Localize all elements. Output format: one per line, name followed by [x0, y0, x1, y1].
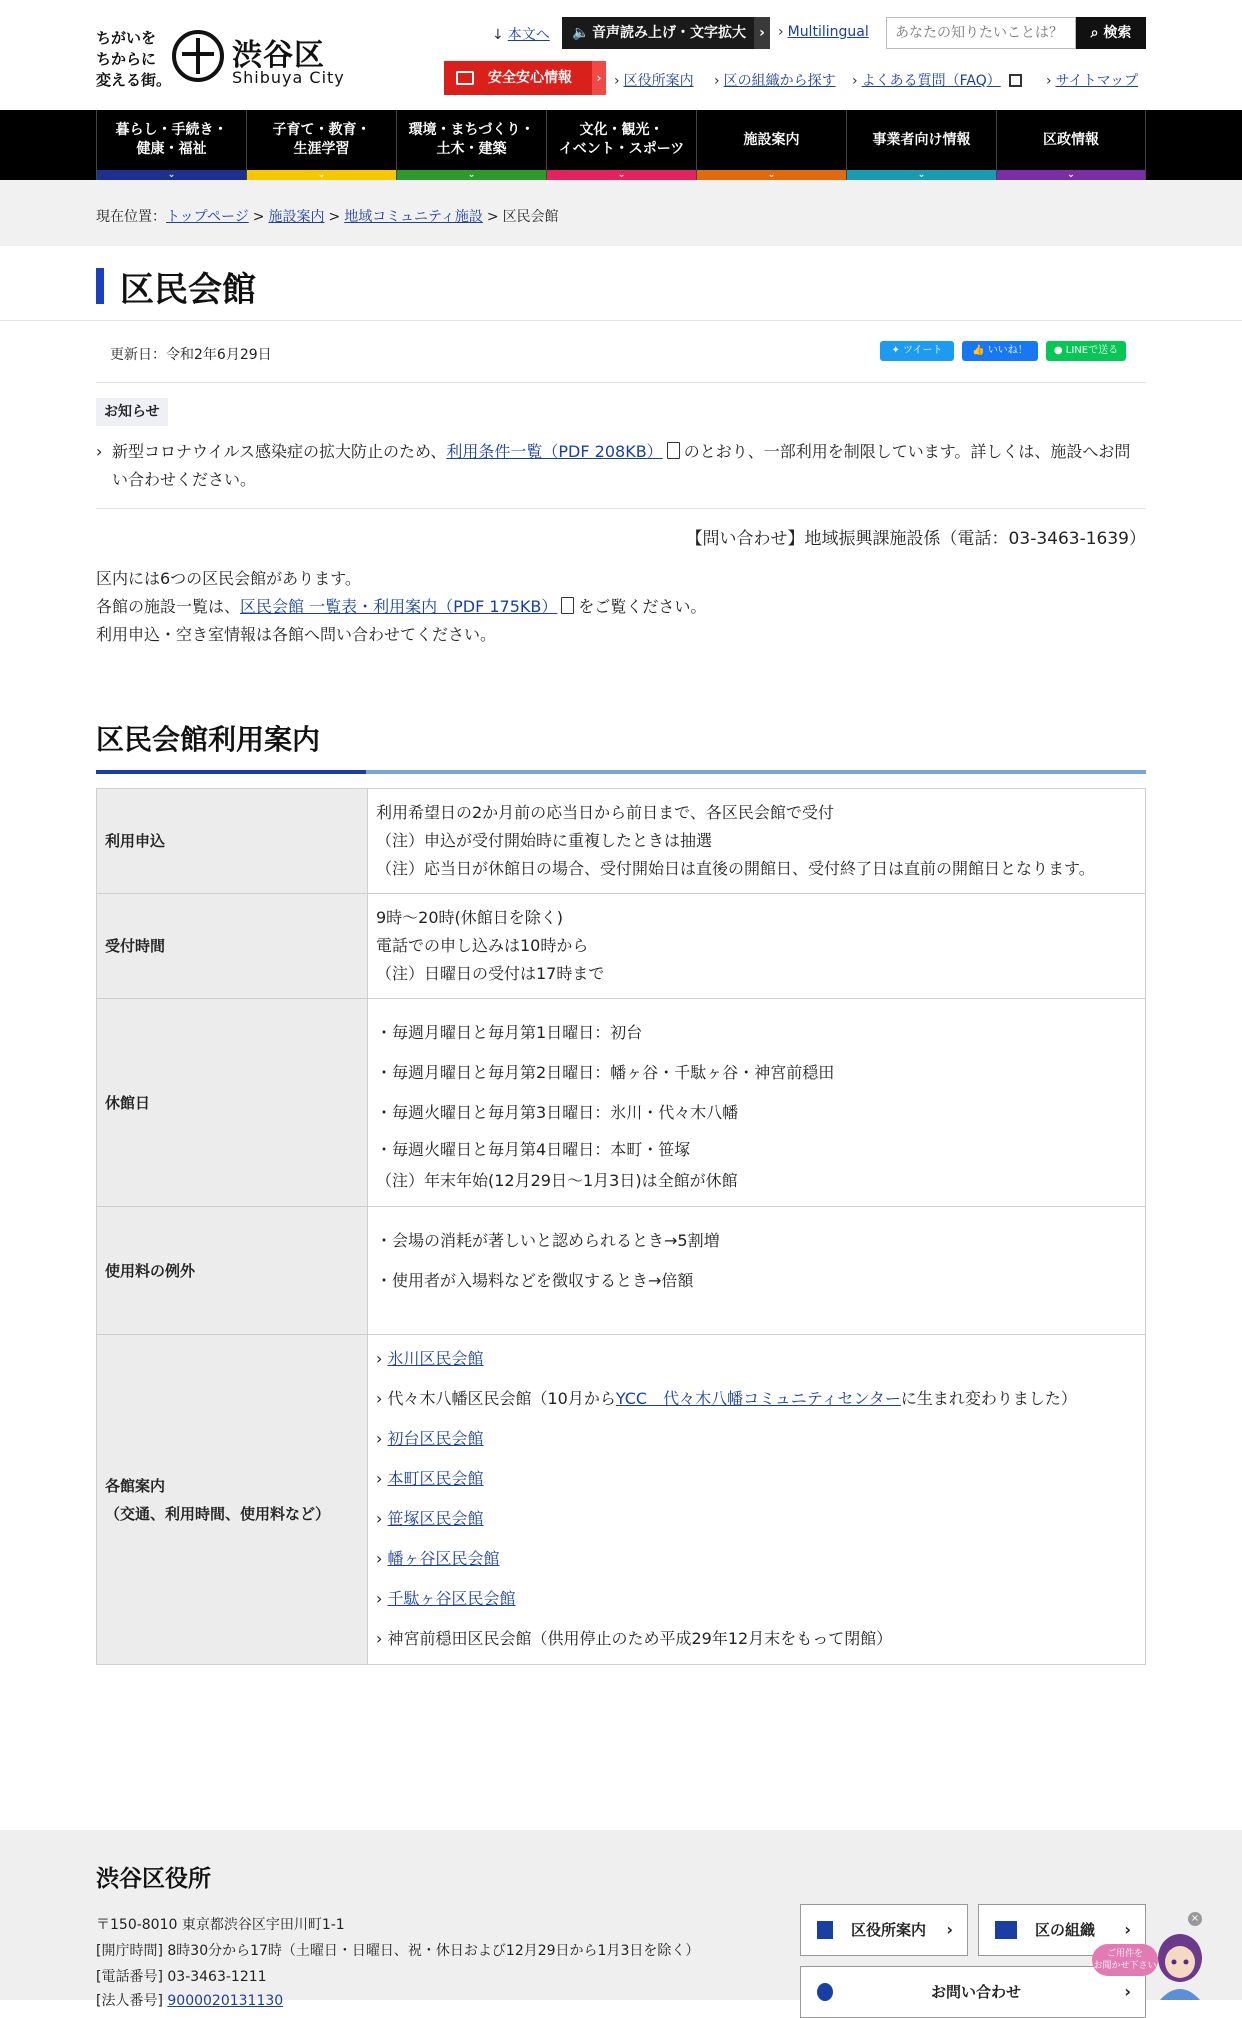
chatbot-close-icon[interactable]: × [1188, 1912, 1202, 1926]
chevron-right-icon: › [376, 1349, 388, 1368]
faq-link[interactable] [852, 70, 1022, 90]
intro-line [96, 593, 706, 621]
global-navigation [0, 110, 1242, 180]
hall-link-honmachi[interactable]: 本町区民会館 [387, 1469, 484, 1488]
chevron-right-icon: › [376, 1429, 388, 1448]
footer-office-guide-label: 区役所案内 [851, 1921, 927, 1939]
usage-conditions-pdf-link[interactable]: 利用条件一覧（PDF 208KB） [446, 442, 663, 461]
footer-phone-label: [電話番号] [96, 1969, 168, 1985]
like-label: いいね！ [987, 345, 1028, 356]
chevron-right-icon: > [328, 209, 341, 225]
sitemap-label: サイトマップ [1055, 73, 1139, 89]
multilingual-label: Multilingual [787, 24, 869, 40]
voice-reading-label: 音声読み上げ・文字拡大 [592, 25, 746, 41]
footer-phone-number: 03-3463-1211 [167, 1969, 267, 1985]
chatbot-avatar-icon[interactable] [1152, 1928, 1208, 2000]
arrow-down-icon: ↓ [492, 27, 504, 43]
gnav-item-culture[interactable] [546, 110, 696, 180]
city-tagline: ちがいを ちからに 変える街。 [96, 29, 172, 89]
chevron-right-icon: › [614, 73, 620, 89]
city-emblem-icon[interactable] [172, 30, 224, 82]
chevron-right-icon: › [592, 61, 606, 95]
line-icon: ● [1053, 345, 1066, 356]
pdf-icon [561, 597, 574, 614]
footer-contact-label: お問い合わせ [931, 1983, 1022, 2001]
faq-label: よくある質問（FAQ） [861, 73, 1001, 89]
hours-cell [368, 894, 1146, 999]
table-cell-line: （注）日曜日の受付は17時まで [376, 964, 605, 983]
multilingual-link[interactable] [778, 24, 869, 40]
hall-list-pdf-link[interactable]: 区民会館 一覧表・利用案内（PDF 175KB） [240, 597, 558, 616]
intro-line: 利用申込・空き室情報は各館へ問い合わせてください。 [96, 625, 497, 644]
row-header-closed: 休館日 [97, 999, 368, 1207]
title-accent-bar [96, 268, 104, 304]
chevron-right-icon: › [376, 1589, 388, 1608]
table-row [97, 789, 1146, 894]
search-button[interactable] [1076, 17, 1146, 49]
row-header-application: 利用申込 [97, 789, 368, 894]
table-cell-line: （注）応当日が休館日の場合、受付開始日は直後の開館日、受付終了日は直前の開館日となります。 [376, 859, 1095, 878]
notice-text-after: のとおり、一部利用を制限しています。詳しくは、施設へお問い合わせください。 [112, 442, 1131, 489]
list-item: ・毎週月曜日と毎月第1日曜日：初台 [376, 1023, 643, 1042]
intro-text [96, 565, 706, 649]
chevron-down-icon: ⌄ [617, 170, 626, 180]
chevron-right-icon: › [754, 17, 770, 49]
list-item [376, 1339, 1137, 1379]
list-item [376, 1579, 1137, 1619]
contact-info: 【問い合わせ】地域振興課施設係（電話：03-3463-1639） [685, 529, 1146, 549]
gnav-color-bar [247, 170, 396, 180]
footer-hours: [開庁時間] 8時30分から17時（土曜日・日曜日、祝・休日および12月29日から1月3日を除く） [96, 1943, 700, 1959]
footer-org-name: 渋谷区役所 [96, 1866, 211, 1892]
table-cell-line: （注）申込が受付開始時に重複したときは抽選 [376, 831, 713, 850]
table-row [97, 1335, 1146, 1665]
chevron-right-icon: › [778, 24, 784, 40]
list-item: ・毎週火曜日と毎月第3日曜日：氷川・代々木八幡 [376, 1103, 739, 1122]
footer-corp-label: [法人番号] [96, 1993, 168, 2009]
closed-note: （注）年末年始(12月29日～1月3日)は全館が休館 [376, 1171, 738, 1190]
list-icon [995, 1921, 1017, 1939]
skip-to-content-link[interactable] [492, 24, 550, 44]
breadcrumb-link-facilities[interactable]: 施設案内 [268, 209, 325, 225]
voice-reading-button[interactable] [562, 17, 770, 49]
gnav-color-bar [397, 170, 546, 180]
org-search-label: 区の組織から探す [723, 73, 836, 89]
divider [96, 508, 1146, 509]
halls-cell [368, 1335, 1146, 1665]
divider [96, 382, 1146, 383]
intro-line: 区内には6つの区民会館があります。 [96, 569, 361, 588]
chevron-right-icon: › [852, 73, 858, 89]
building-icon [817, 1921, 833, 1939]
gnav-label: 環境・まちづくり・ 土木・建築 [408, 122, 535, 157]
gnav-label: 文化・観光・ イベント・スポーツ [558, 122, 685, 157]
chevron-right-icon: › [376, 1629, 388, 1648]
page-title: 区民会館 [120, 270, 256, 310]
section-heading-rule [96, 770, 1146, 774]
hall-link-hatagaya[interactable]: 幡ヶ谷区民会館 [387, 1549, 500, 1568]
closed-day-text: 毎週火曜日と毎月第3日曜日：氷川・代々木八幡 [392, 1103, 739, 1122]
breadcrumb-prefix: 現在位置： [96, 209, 166, 225]
chevron-down-icon: ⌄ [167, 170, 176, 180]
site-header [0, 0, 1242, 110]
table-cell-line: 9時～20時(休館日を除く) [376, 908, 564, 927]
chevron-right-icon: › [376, 1469, 388, 1488]
gnav-label: 子育て・教育・ 生涯学習 [272, 122, 371, 157]
line-label: LINEで送る [1065, 345, 1119, 356]
list-item [376, 1419, 1137, 1459]
breadcrumb-link-top[interactable]: トップページ [166, 209, 249, 225]
table-row [97, 999, 1146, 1207]
list-item [376, 1459, 1137, 1499]
chevron-right-icon: › [714, 73, 720, 89]
chevron-right-icon: › [376, 1389, 388, 1408]
chevron-right-icon: > [252, 209, 265, 225]
line-share-button[interactable] [1046, 341, 1126, 361]
hall-text-jingumae: 神宮前穏田区民会館（供用停止のため平成29年12月末をもって閉館） [387, 1629, 893, 1648]
title-divider [0, 320, 1242, 321]
notice-badge: お知らせ [96, 398, 168, 426]
list-item: ・毎週月曜日と毎月第2日曜日：幡ヶ谷・千駄ヶ谷・神宮前穏田 [376, 1063, 835, 1082]
footer-corp-link[interactable]: 9000020131130 [167, 1993, 284, 2009]
skip-to-content-label: 本文へ [507, 27, 550, 43]
gnav-item-childcare[interactable] [246, 110, 396, 180]
chevron-right-icon: › [96, 442, 103, 461]
gnav-label: 事業者向け情報 [872, 131, 971, 148]
usage-info-table [96, 788, 1146, 1665]
chatbot-bubble[interactable]: ご用件を お聞かせ下さい [1092, 1944, 1158, 1976]
org-search-link[interactable] [714, 70, 836, 90]
gnav-color-bar [547, 170, 696, 180]
table-cell-line: 利用希望日の2か月前の応当日から前日まで、各区民会館で受付 [376, 803, 834, 822]
chevron-right-icon: › [1124, 1982, 1131, 2001]
chevron-right-icon: › [946, 1920, 953, 1939]
list-item [376, 1539, 1137, 1579]
list-item: ・会場の消耗が著しいと認められるとき→5割増 [376, 1231, 720, 1250]
notice-text-before: 新型コロナウイルス感染症の拡大防止のため、 [112, 442, 447, 461]
gnav-color-bar [997, 170, 1145, 180]
closed-days-cell [368, 999, 1146, 1207]
section-heading: 区民会館利用案内 [96, 723, 321, 756]
list-item [376, 1379, 1137, 1419]
row-header-halls: 各館案内 （交通、利用時間、使用料など） [97, 1335, 368, 1665]
hall-link-sendagaya[interactable]: 千駄ヶ谷区民会館 [387, 1589, 516, 1608]
gnav-item-business[interactable] [846, 110, 996, 180]
list-item [376, 1499, 1137, 1539]
closed-day-text: 毎週月曜日と毎月第1日曜日：初台 [392, 1023, 643, 1042]
gnav-item-government[interactable] [996, 110, 1146, 180]
breadcrumb-current: 区民会館 [502, 209, 559, 225]
footer-corp-number [96, 1990, 283, 2010]
chevron-down-icon: ⌄ [317, 170, 326, 180]
speaker-icon: 🔈 [572, 25, 590, 41]
table-row [97, 894, 1146, 999]
gnav-label: 区政情報 [1043, 131, 1099, 148]
site-search-input[interactable] [886, 17, 1076, 49]
fee-exception-text: 使用者が入場料などを徴収するとき→倍額 [392, 1271, 694, 1290]
sitemap-link[interactable] [1046, 70, 1138, 90]
office-guide-label: 区役所案内 [623, 73, 694, 89]
pdf-icon [667, 442, 680, 459]
gnav-label: 暮らし・手続き・ 健康・福祉 [115, 122, 228, 157]
list-item: ・毎週火曜日と毎月第4日曜日：本町・笹塚 [376, 1140, 691, 1159]
intro-text-after: をご覧ください。 [578, 597, 707, 616]
safety-info-button[interactable] [444, 61, 606, 95]
intro-text-before: 各館の施設一覧は、 [96, 597, 241, 616]
breadcrumb-link-community[interactable]: 地域コミュニティ施設 [344, 209, 483, 225]
city-logo-english[interactable]: Shibuya City [232, 68, 345, 87]
chevron-down-icon: ⌄ [767, 170, 776, 180]
external-link-icon [1009, 74, 1022, 87]
footer-address: 〒150-8010 東京都渋谷区宇田川町1-1 [96, 1917, 345, 1933]
first-aid-icon [456, 71, 474, 85]
footer-office-guide-button[interactable] [800, 1904, 968, 1956]
thumbs-up-icon: 👍 [972, 345, 988, 356]
breadcrumb [96, 206, 559, 226]
chevron-down-icon: ⌄ [1067, 170, 1075, 180]
fee-exception-text: 会場の消耗が著しいと認められるとき→5割増 [392, 1231, 720, 1250]
footer-phone [96, 1966, 267, 1986]
tweet-label: ツイート [903, 345, 943, 356]
row-header-fees: 使用料の例外 [97, 1207, 368, 1335]
notice-text [112, 438, 1146, 494]
gnav-item-living[interactable] [96, 110, 246, 180]
closed-day-text: 毎週月曜日と毎月第2日曜日：幡ヶ谷・千駄ヶ谷・神宮前穏田 [392, 1063, 835, 1082]
table-row [97, 1207, 1146, 1335]
gnav-item-facilities[interactable] [696, 110, 846, 180]
hall-text-yoyogi-after: に生まれ変わりました） [900, 1389, 1077, 1408]
chevron-right-icon: › [1046, 73, 1052, 89]
footer-contact-button[interactable] [800, 1966, 1146, 2018]
search-button-label: 検索 [1103, 25, 1132, 41]
gnav-color-bar [697, 170, 846, 180]
hall-link-hikawa[interactable]: 氷川区民会館 [387, 1349, 484, 1368]
application-cell [368, 789, 1146, 894]
list-item: ・使用者が入場料などを徴収するとき→倍額 [376, 1271, 694, 1290]
list-item [376, 1619, 1137, 1659]
tweet-button[interactable] [880, 341, 954, 361]
footer-org-label: 区の組織 [1035, 1921, 1096, 1939]
office-guide-link[interactable] [614, 70, 694, 90]
gnav-color-bar [847, 170, 996, 180]
updated-date: 更新日：令和2年6月29日 [110, 347, 272, 363]
gnav-item-environment[interactable] [396, 110, 546, 180]
table-cell-line: 電話での申し込みは10時から [376, 936, 589, 955]
gnav-color-bar [97, 170, 246, 180]
chevron-right-icon: > [486, 209, 499, 225]
twitter-icon: ✦ [891, 345, 904, 356]
hall-link-hatsudai[interactable]: 初台区民会館 [387, 1429, 484, 1448]
city-logo-japanese[interactable]: 渋谷区 [232, 38, 325, 73]
search-icon: ⌕ [1090, 25, 1104, 41]
facebook-like-button[interactable] [962, 341, 1038, 361]
row-header-hours: 受付時間 [97, 894, 368, 999]
chevron-down-icon: ⌄ [917, 170, 926, 180]
closed-day-text: 毎週火曜日と毎月第4日曜日：本町・笹塚 [392, 1140, 691, 1159]
chevron-right-icon: › [376, 1549, 388, 1568]
safety-info-label: 安全安心情報 [488, 70, 572, 86]
hall-link-sasazuka[interactable]: 笹塚区民会館 [387, 1509, 484, 1528]
hall-text-yoyogi: 代々木八幡区民会館（10月から [387, 1389, 616, 1408]
chevron-right-icon: › [1124, 1920, 1131, 1939]
fee-exception-cell [368, 1207, 1146, 1335]
ycc-link[interactable]: YCC 代々木八幡コミュニティセンター [615, 1389, 901, 1408]
chevron-down-icon: ⌄ [467, 170, 476, 180]
chevron-right-icon: › [376, 1509, 388, 1528]
question-icon [817, 1983, 833, 2001]
gnav-label: 施設案内 [743, 131, 800, 148]
